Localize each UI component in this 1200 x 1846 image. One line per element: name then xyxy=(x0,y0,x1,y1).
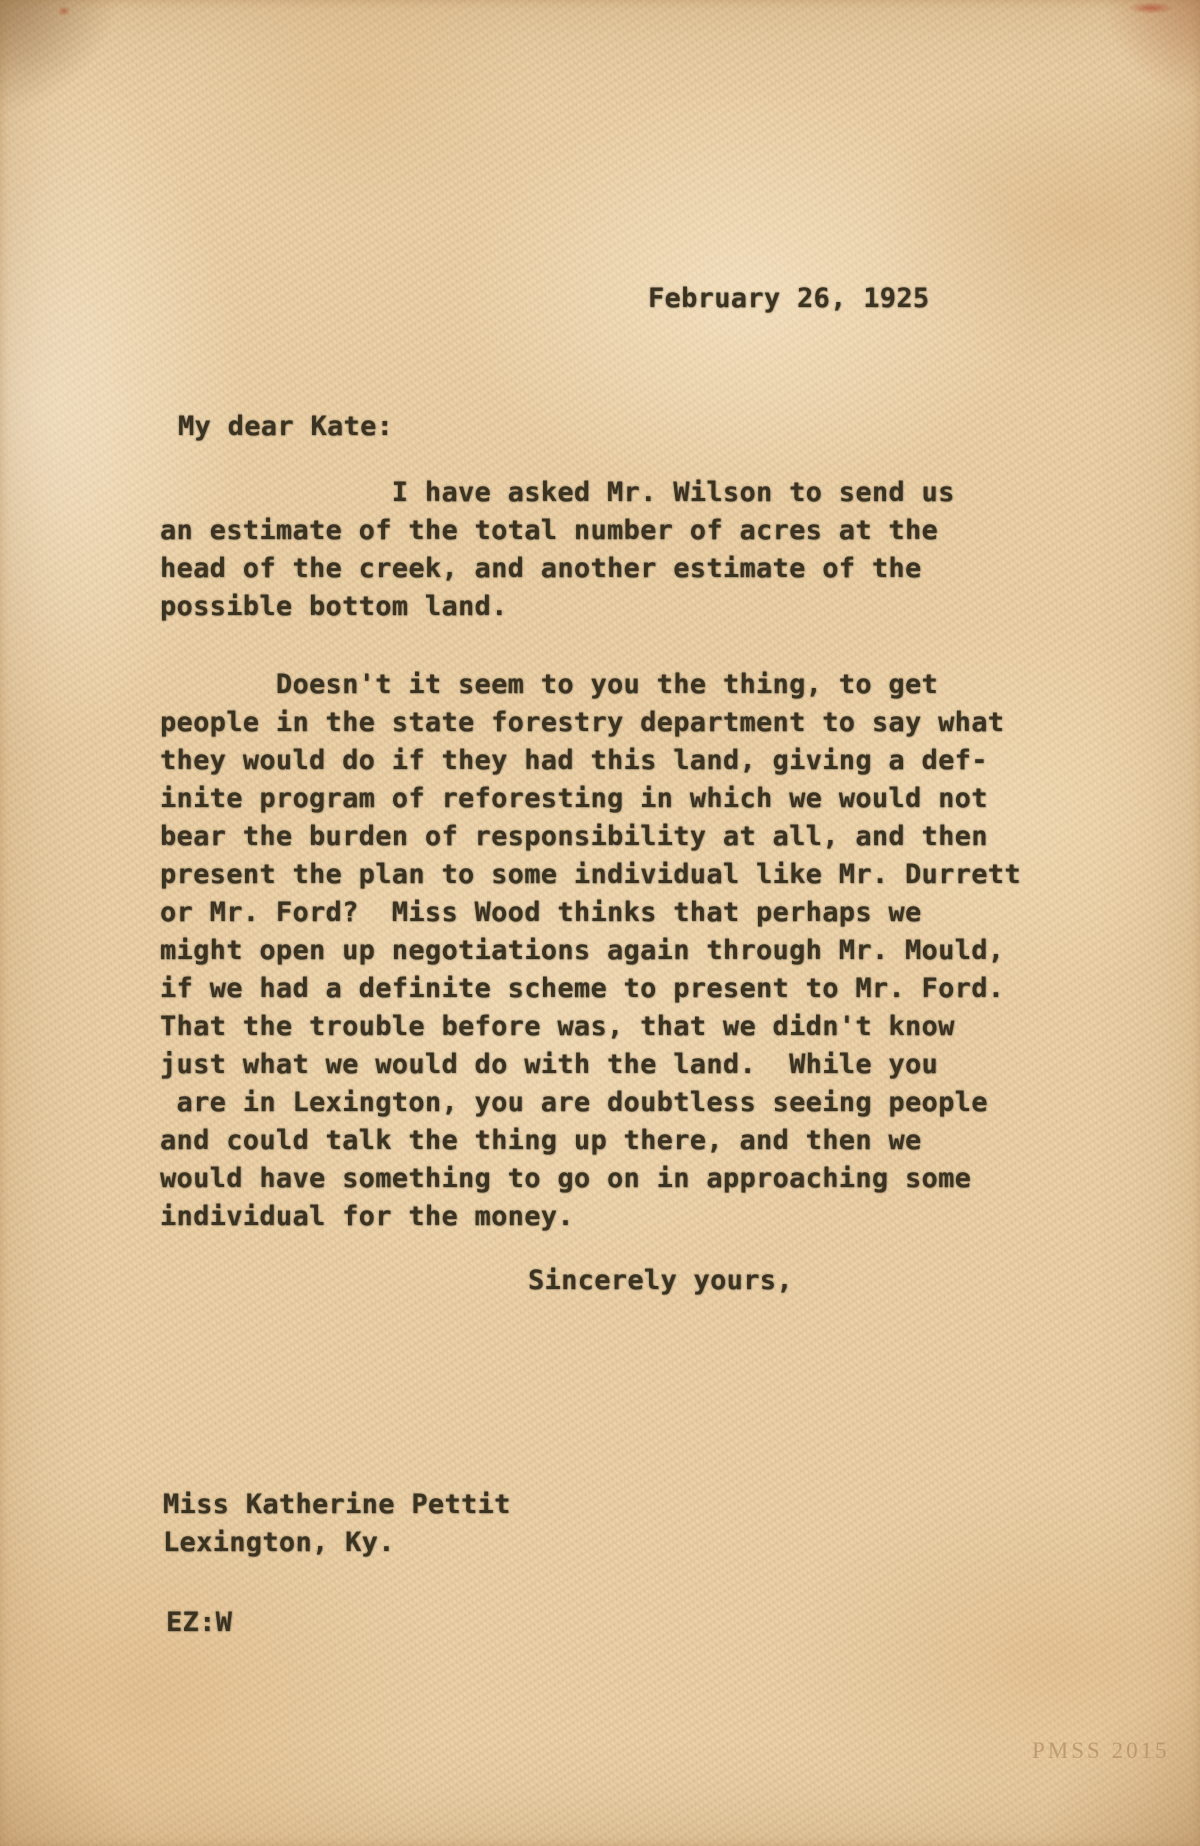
red-smudge-mark xyxy=(1128,2,1174,14)
letter-line: people in the state forestry department to say what xyxy=(160,707,1005,738)
letter-line: might open up negotiations again through Mr. Mould, xyxy=(160,935,1005,966)
letter-paragraph xyxy=(160,666,1021,1236)
letter-line: they would do if they had this land, giving a def- xyxy=(160,745,988,776)
letter-line: inite program of reforesting in which we would not xyxy=(160,783,988,814)
letter-salutation: My dear Kate: xyxy=(178,411,394,442)
letter-line: would have something to go on in approaching some xyxy=(160,1163,972,1194)
letter-line: individual for the money. xyxy=(160,1201,574,1232)
letter-line: I have asked Mr. Wilson to send us xyxy=(160,477,955,508)
letter-line: bear the burden of responsibility at all, and then xyxy=(160,821,988,852)
letter-line: head of the creek, and another estimate of the xyxy=(160,553,922,584)
letter-line: possible bottom land. xyxy=(160,591,508,622)
typist-initials: EZ:W xyxy=(166,1607,233,1638)
letter-line: if we had a definite scheme to present to Mr. Ford. xyxy=(160,973,1005,1004)
letter-date: February 26, 1925 xyxy=(648,283,930,314)
letter-line: Doesn't it seem to you the thing, to get xyxy=(160,669,939,700)
letter-line: just what we would do with the land. While you xyxy=(160,1049,939,1080)
letter-line: and could talk the thing up there, and then we xyxy=(160,1125,922,1156)
letter-line: are in Lexington, you are doubtless seeing people xyxy=(160,1087,988,1118)
archive-watermark: PMSS 2015 xyxy=(1032,1738,1170,1763)
letter-line: That the trouble before was, that we didn't know xyxy=(160,1011,955,1042)
red-smudge-mark xyxy=(58,6,70,16)
letter-line: or Mr. Ford? Miss Wood thinks that perhaps we xyxy=(160,897,922,928)
recipient-address-block xyxy=(163,1486,511,1562)
letter-line: present the plan to some individual like Mr. Durrett xyxy=(160,859,1021,890)
recipient-line: Lexington, Ky. xyxy=(163,1527,395,1558)
letter-line: an estimate of the total number of acres at the xyxy=(160,515,939,546)
letter-paragraph xyxy=(160,474,955,626)
letter-closing: Sincerely yours, xyxy=(528,1265,793,1296)
recipient-line: Miss Katherine Pettit xyxy=(163,1489,511,1520)
